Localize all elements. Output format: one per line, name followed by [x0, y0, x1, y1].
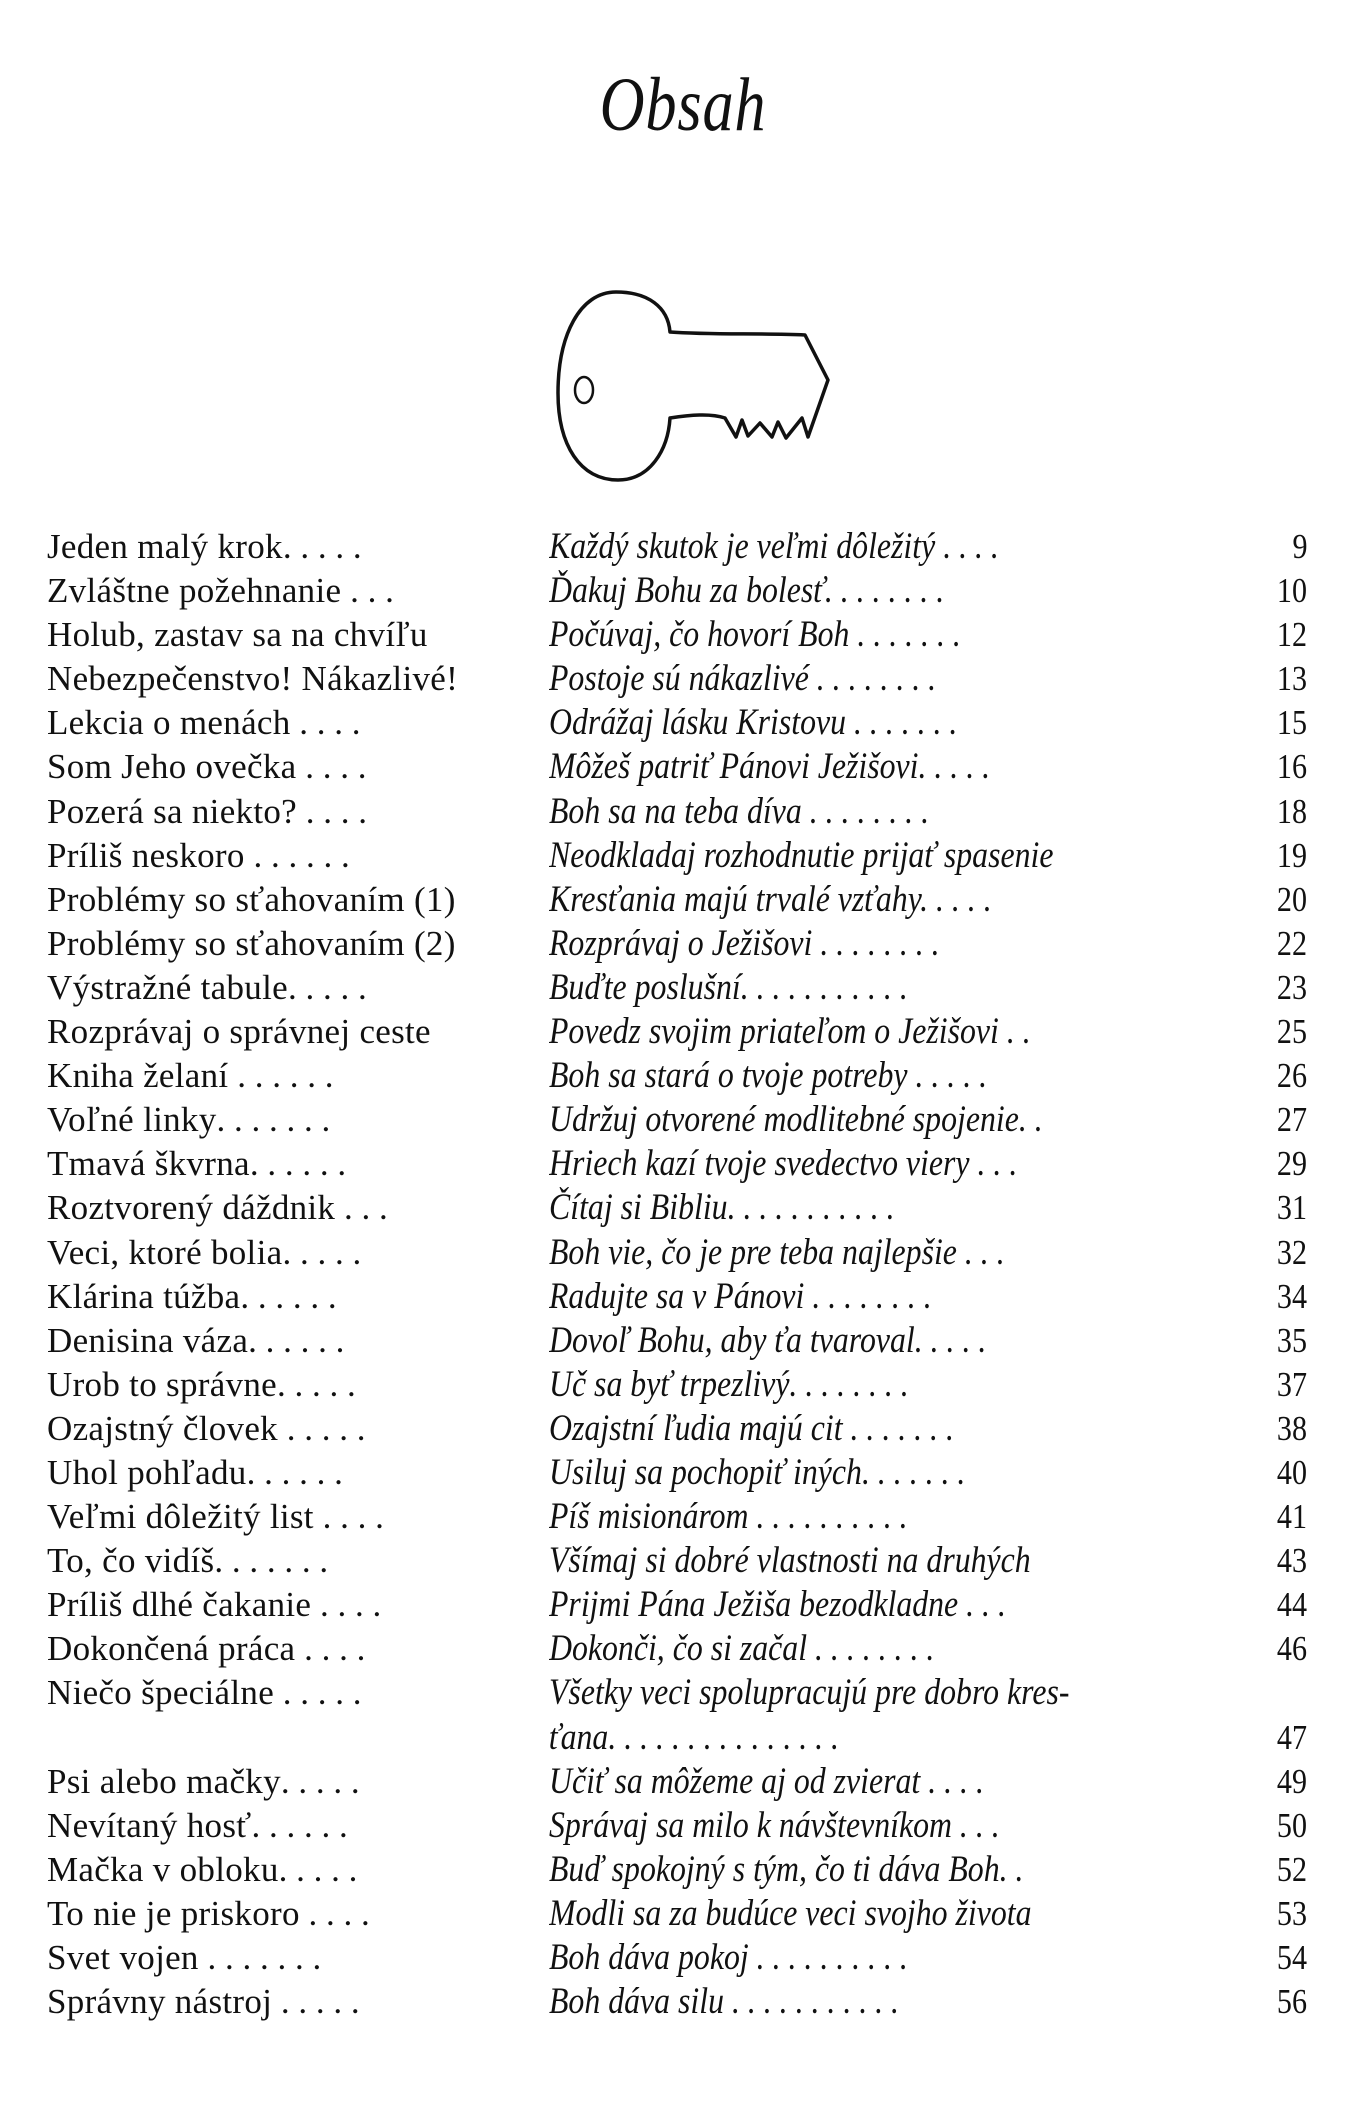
toc-entry [47, 1539, 1307, 1583]
toc-story-title-cell [47, 1627, 547, 1671]
story-leader-dots: . . . . . . . [198, 1938, 322, 1977]
toc-story-title-cell [47, 1848, 547, 1892]
story-leader-dots: . . . [335, 1188, 388, 1228]
lesson-title: Všímaj si dobré vlastnosti na druhých [549, 1540, 1031, 1582]
toc-lesson-cell [549, 834, 1125, 878]
toc-entry [47, 613, 1307, 657]
toc-entry [47, 922, 1307, 966]
lesson-title: Učiť sa môžeme aj od zvierat [549, 1760, 921, 1802]
toc-entry [47, 657, 1307, 701]
lesson-title: Neodkladaj rozhodnutie prijať spasenie [549, 834, 1054, 876]
lesson-leader-dots: . . . . . . . [846, 702, 958, 744]
lesson-title: Boh sa stará o tvoje potreby [549, 1055, 908, 1097]
story-title: Problémy so sťahovaním (2) [47, 923, 456, 963]
lesson-leader-dots: . . [998, 1011, 1031, 1053]
toc-entry [47, 1848, 1307, 1892]
toc-entry [47, 1407, 1307, 1451]
toc-entry [47, 701, 1307, 745]
story-title: Pozerá sa niekto? [47, 791, 297, 831]
lesson-leader-dots: . . . . . . . . . . . [723, 1981, 900, 2023]
toc-story-title-cell [47, 1760, 547, 1804]
toc-lesson-cell [549, 1892, 1125, 1936]
key-outline [558, 292, 828, 480]
story-leader-dots: . . . . . [272, 1982, 360, 2022]
story-leader-dots: . . . . . . [246, 1452, 343, 1492]
story-title: Niečo špeciálne [47, 1673, 275, 1713]
page-number: 53 [1276, 1893, 1307, 1933]
toc-entry [47, 878, 1307, 922]
page-number: 46 [1276, 1629, 1307, 1669]
story-leader-dots: . . . [341, 571, 394, 611]
key-icon [540, 285, 1040, 485]
page-number: 47 [1276, 1717, 1307, 1757]
toc-story-title-cell [47, 1980, 547, 2024]
lesson-leader-dots: . . . . . . . . . . . . . . . [608, 1716, 840, 1758]
lesson-title: Píš misionárom [549, 1496, 749, 1538]
lesson-title: Hriech kazí tvoje svedectvo viery [549, 1143, 970, 1185]
story-leader-dots: . . . . . . [248, 1320, 345, 1360]
toc-story-title-cell [47, 1804, 547, 1848]
story-leader-dots: . . . . . [277, 1408, 366, 1448]
story-title: Urob to správne [47, 1364, 278, 1404]
toc-lesson-cell [549, 1142, 1125, 1186]
story-title: Svet vojen [47, 1938, 199, 1977]
lesson-title: Buď spokojný s tým, čo ti dáva Boh [549, 1848, 1000, 1890]
lesson-title: Čítaj si Bibliu [549, 1187, 728, 1229]
story-leader-dots: . . . . . . . [214, 1541, 329, 1581]
lesson-title: Boh dáva pokoj [549, 1937, 749, 1978]
lesson-leader-dots: . . . . . [907, 1055, 988, 1097]
lesson-leader-dots: . . . . . . . [861, 1451, 966, 1493]
toc-entry [47, 1363, 1307, 1407]
lesson-leader-dots: . . . . . . . . [804, 1275, 932, 1317]
toc-lesson-cell [549, 966, 1125, 1010]
page-number: 13 [1276, 659, 1307, 699]
story-title: Zvláštne požehnanie [47, 571, 342, 611]
lesson-title: Môžeš patriť Pánovi Ježišovi [549, 746, 919, 788]
lesson-title: Správaj sa milo k návštevníkom [549, 1804, 952, 1846]
toc-story-title-cell [47, 569, 547, 613]
toc-story-title-cell [47, 1407, 547, 1451]
toc-entry [47, 1495, 1307, 1539]
toc-story-title-cell [47, 745, 547, 789]
story-title: Roztvorený dáždnik [47, 1188, 336, 1228]
toc-lesson-cell [549, 922, 1125, 966]
toc-lesson-cell [549, 569, 1125, 613]
toc-lesson-cell [549, 1098, 1125, 1142]
story-leader-dots: . . . . [296, 747, 367, 787]
toc-story-title-cell [47, 1275, 547, 1319]
page-number: 32 [1276, 1232, 1307, 1272]
page-number: 35 [1276, 1320, 1307, 1360]
toc-story-title-cell [47, 790, 547, 834]
story-leader-dots: . . . . [299, 1893, 370, 1933]
lesson-leader-dots: . . . . . . . . . . [748, 1937, 908, 1978]
toc-entry [47, 1892, 1307, 1936]
story-leader-dots: . . . . [313, 1497, 384, 1537]
lesson-leader-dots: . . . . . [918, 746, 991, 788]
story-title: Tmavá škvrna [47, 1144, 250, 1184]
story-leader-dots: . . . . . [282, 527, 362, 566]
story-title: Holub, zastav sa na chvíľu [47, 615, 428, 655]
lesson-title-line2: ťana [549, 1716, 609, 1758]
toc-entry [47, 1980, 1307, 2024]
toc-lesson-cell [549, 1804, 1125, 1848]
lesson-leader-dots: . . . . . . . . [789, 1363, 909, 1405]
toc-story-title-cell [47, 1186, 547, 1230]
lesson-title: Odrážaj lásku Kristovu [549, 702, 847, 744]
page-number: 44 [1276, 1585, 1307, 1625]
lesson-leader-dots: . . . . . . . . [812, 922, 940, 964]
page-number: 54 [1276, 1938, 1307, 1977]
page-number: 52 [1276, 1849, 1307, 1889]
story-leader-dots: . . . . . . [244, 835, 350, 875]
lesson-leader-dots: . . . . . . . . . . . [740, 966, 908, 1008]
toc-lesson-cell [549, 1231, 1125, 1275]
page-number: 10 [1276, 571, 1307, 611]
toc-story-title-cell [47, 1892, 547, 1936]
lesson-title: Dovoľ Bohu, aby ťa tvaroval [549, 1319, 915, 1361]
page-number: 16 [1276, 747, 1307, 787]
toc-lesson-cell [549, 1451, 1125, 1495]
story-leader-dots: . . . . [290, 703, 361, 743]
toc-story-title-cell [47, 1495, 547, 1539]
toc-story-title-cell [47, 1098, 547, 1142]
story-title: To, čo vidíš [47, 1541, 215, 1581]
story-title: Problémy so sťahovaním (1) [47, 879, 456, 919]
toc-lesson-cell [549, 1010, 1125, 1054]
story-title: Psi alebo mačky [47, 1761, 281, 1801]
lesson-leader-dots: . . [1018, 1099, 1043, 1141]
page-number: 12 [1276, 615, 1307, 655]
toc-lesson-cell [549, 790, 1125, 834]
story-title: Lekcia o menách [47, 703, 291, 743]
story-title: Príliš neskoro [47, 835, 245, 875]
toc-lesson-cell [549, 1275, 1125, 1319]
page-number: 31 [1276, 1188, 1307, 1228]
toc-story-title-cell [47, 1583, 547, 1627]
toc-entry [47, 1627, 1307, 1671]
lesson-leader-dots: . . . . . . . [842, 1407, 954, 1449]
toc-lesson-cell [549, 613, 1125, 657]
toc-lesson-cell [549, 1583, 1125, 1627]
lesson-title: Prijmi Pána Ježiša bezodkladne [549, 1584, 959, 1626]
story-leader-dots: . . . . [311, 1585, 382, 1625]
lesson-title: Počúvaj, čo hovorí Boh [549, 614, 850, 656]
story-leader-dots: . . . . . . . [216, 1100, 331, 1140]
story-title: Som Jeho ovečka [47, 747, 297, 787]
page-number: 49 [1276, 1761, 1307, 1801]
toc-entry [47, 834, 1307, 878]
lesson-leader-dots: . . . [956, 1231, 1005, 1273]
toc-story-title-cell [47, 966, 547, 1010]
toc-entry [47, 1671, 1307, 1759]
story-title: Kniha želaní [47, 1056, 229, 1096]
toc-entry [47, 1186, 1307, 1230]
story-title: Ozajstný človek [47, 1408, 278, 1448]
toc-entry [47, 1010, 1307, 1054]
lesson-leader-dots: . . . . . . . . . . [748, 1496, 908, 1538]
toc-story-title-cell [47, 525, 547, 569]
toc-lesson-cell [549, 1319, 1125, 1363]
story-title: To nie je priskoro [47, 1893, 300, 1933]
toc-story-title-cell [47, 1142, 547, 1186]
toc-lesson-cell [549, 745, 1125, 789]
toc-story-title-cell [47, 1936, 547, 1980]
toc-lesson-cell [549, 1980, 1125, 2024]
lesson-title: Usiluj sa pochopiť iných [549, 1451, 862, 1493]
lesson-title-continuation [549, 1716, 1125, 1760]
lesson-title: Každý skutok je veľmi dôležitý [549, 526, 936, 567]
story-title: Jeden malý krok [47, 527, 283, 566]
story-title: Príliš dlhé čakanie [47, 1585, 312, 1625]
lesson-title: Udržuj otvorené modlitebné spojenie [549, 1099, 1019, 1141]
toc-lesson-cell [549, 1936, 1125, 1980]
lesson-title: Povedz svojim priateľom o Ježišovi [549, 1011, 999, 1053]
toc-lesson-cell [549, 1363, 1125, 1407]
story-leader-dots: . . . . . [278, 1849, 358, 1889]
toc-entry [47, 525, 1307, 569]
story-title: Výstražné tabule [47, 967, 288, 1007]
lesson-title: Boh sa na teba díva [549, 790, 802, 832]
lesson-leader-dots: . . . . [935, 526, 999, 567]
story-title: Klárina túžba [47, 1276, 241, 1316]
story-leader-dots: . . . . . [277, 1364, 356, 1404]
toc-entry [47, 966, 1307, 1010]
story-title: Dokončená práca [47, 1629, 296, 1669]
toc-story-title-cell [47, 922, 547, 966]
toc-lesson-cell [549, 1760, 1125, 1804]
toc-entry [47, 1583, 1307, 1627]
story-leader-dots: . . . . . . [240, 1276, 337, 1316]
lesson-leader-dots: . . . [951, 1804, 1000, 1846]
lesson-title: Modli sa za budúce veci svojho života [549, 1892, 1032, 1934]
lesson-leader-dots: . . . . . . . . [801, 790, 930, 832]
story-leader-dots: . . . . . . [251, 1805, 348, 1845]
story-title: Veľmi dôležitý list [47, 1497, 314, 1537]
toc-lesson-cell [549, 525, 1125, 569]
story-title: Voľné linky [47, 1100, 217, 1140]
page-number: 41 [1276, 1497, 1307, 1537]
toc-story-title-cell [47, 1054, 547, 1098]
story-leader-dots: . . . . . [280, 1761, 360, 1801]
key-hole [575, 377, 593, 403]
toc-entry [47, 1275, 1307, 1319]
toc-story-title-cell [47, 1671, 547, 1715]
story-title: Nebezpečenstvo! Nákazlivé! [47, 659, 459, 699]
story-leader-dots: . . . . . [287, 967, 367, 1007]
toc-story-title-cell [47, 701, 547, 745]
toc-story-title-cell [47, 1363, 547, 1407]
page-number: 37 [1276, 1364, 1307, 1404]
lesson-leader-dots: . . . . . . . . [808, 658, 937, 700]
toc-entry [47, 1760, 1307, 1804]
toc-entry [47, 1936, 1307, 1980]
page-number: 38 [1276, 1408, 1307, 1448]
lesson-leader-dots: . . . [969, 1143, 1018, 1185]
toc-story-title-cell [47, 1010, 547, 1054]
page-number: 23 [1276, 967, 1307, 1007]
lesson-leader-dots: . . . . . . . . [824, 570, 945, 612]
toc-lesson-cell [549, 1848, 1125, 1892]
page-number: 25 [1276, 1012, 1307, 1052]
toc-lesson-cell [549, 878, 1125, 922]
lesson-title: Postoje sú nákazlivé [549, 658, 809, 700]
toc-story-title-cell [47, 613, 547, 657]
page-number: 20 [1276, 879, 1307, 919]
lesson-title: Boh vie, čo je pre teba najlepšie [549, 1231, 957, 1273]
page-number: 40 [1276, 1452, 1307, 1492]
lesson-leader-dots: . . . . . . . [849, 614, 961, 656]
story-title: Rozprávaj o správnej ceste [47, 1012, 431, 1052]
page-number: 50 [1276, 1805, 1307, 1845]
page-number: 9 [1291, 527, 1307, 566]
toc-lesson-cell [549, 1054, 1125, 1098]
toc-entry [47, 569, 1307, 613]
toc-story-title-cell [47, 657, 547, 701]
lesson-title: Všetky veci spolupracujú pre dobro kres- [549, 1672, 1070, 1714]
story-leader-dots: . . . . [295, 1629, 366, 1669]
toc-entry [47, 1451, 1307, 1495]
toc-lesson-cell [549, 1407, 1125, 1451]
toc-story-title-cell [47, 1319, 547, 1363]
toc-lesson-cell [549, 701, 1125, 745]
toc-story-title-cell [47, 1539, 547, 1583]
page-title: Obsah [599, 63, 767, 147]
lesson-leader-dots: . . . . . . . . [807, 1628, 935, 1670]
lesson-leader-dots: . . . [958, 1584, 1006, 1626]
story-title: Denisina váza [47, 1320, 249, 1360]
story-title: Mačka v obloku [47, 1849, 279, 1889]
page-number: 43 [1276, 1541, 1307, 1581]
page-number: 22 [1276, 923, 1307, 963]
story-leader-dots: . . . . . . [249, 1144, 347, 1184]
lesson-leader-dots: . . . . [920, 1760, 984, 1802]
story-leader-dots: . . . . . [274, 1673, 362, 1713]
toc-lesson-cell [549, 1539, 1125, 1583]
page-number: 29 [1276, 1144, 1307, 1184]
lesson-leader-dots: . . . . . [914, 1319, 987, 1361]
page-number: 26 [1276, 1056, 1307, 1096]
story-leader-dots: . . . . . [282, 1232, 362, 1272]
toc-lesson-cell [549, 1186, 1125, 1230]
lesson-title: Dokonči, čo si začal [549, 1628, 808, 1670]
toc-lesson-cell [549, 657, 1125, 701]
story-leader-dots: . . . . . . [228, 1056, 334, 1096]
toc-lesson-cell [549, 1495, 1125, 1539]
lesson-leader-dots: . . . . . . . . . . . [727, 1187, 895, 1229]
lesson-title: Boh dáva silu [549, 1981, 724, 2023]
page-number: 56 [1276, 1982, 1307, 2022]
toc-entry [47, 1231, 1307, 1275]
toc-entry [47, 1054, 1307, 1098]
lesson-title: Kresťania majú trvalé vzťahy [549, 878, 921, 920]
toc-story-title-cell [47, 1231, 547, 1275]
story-title: Správny nástroj [47, 1982, 273, 2022]
story-leader-dots: . . . . [297, 791, 367, 831]
lesson-title: Ozajstní ľudia majú cit [549, 1407, 843, 1449]
toc-entry [47, 745, 1307, 789]
story-title: Nevítaný hosť [47, 1805, 252, 1845]
page-number: 18 [1276, 791, 1307, 831]
lesson-title: Ďakuj Bohu za bolesť [549, 570, 825, 612]
toc-lesson-cell [549, 1627, 1125, 1671]
table-of-contents [47, 525, 1307, 2024]
page-number: 34 [1276, 1276, 1307, 1316]
lesson-leader-dots: . . [999, 1848, 1024, 1890]
page-number: 15 [1276, 703, 1307, 743]
lesson-leader-dots: . . . . . [920, 878, 992, 920]
lesson-title: Radujte sa v Pánovi [549, 1275, 805, 1317]
lesson-title: Buďte poslušní [549, 966, 741, 1008]
toc-entry [47, 1804, 1307, 1848]
story-title: Veci, ktoré bolia [47, 1232, 283, 1272]
lesson-title: Uč sa byť trpezlivý [549, 1363, 790, 1405]
page-number: 27 [1276, 1100, 1307, 1140]
story-title: Uhol pohľadu [47, 1452, 247, 1492]
toc-story-title-cell [47, 1451, 547, 1495]
page-number: 19 [1276, 835, 1307, 875]
toc-story-title-cell [47, 834, 547, 878]
toc-entry [47, 1098, 1307, 1142]
toc-lesson-cell [549, 1671, 1125, 1759]
toc-entry [47, 1319, 1307, 1363]
toc-story-title-cell [47, 878, 547, 922]
lesson-title: Rozprávaj o Ježišovi [549, 922, 813, 964]
toc-entry [47, 1142, 1307, 1186]
toc-entry [47, 790, 1307, 834]
